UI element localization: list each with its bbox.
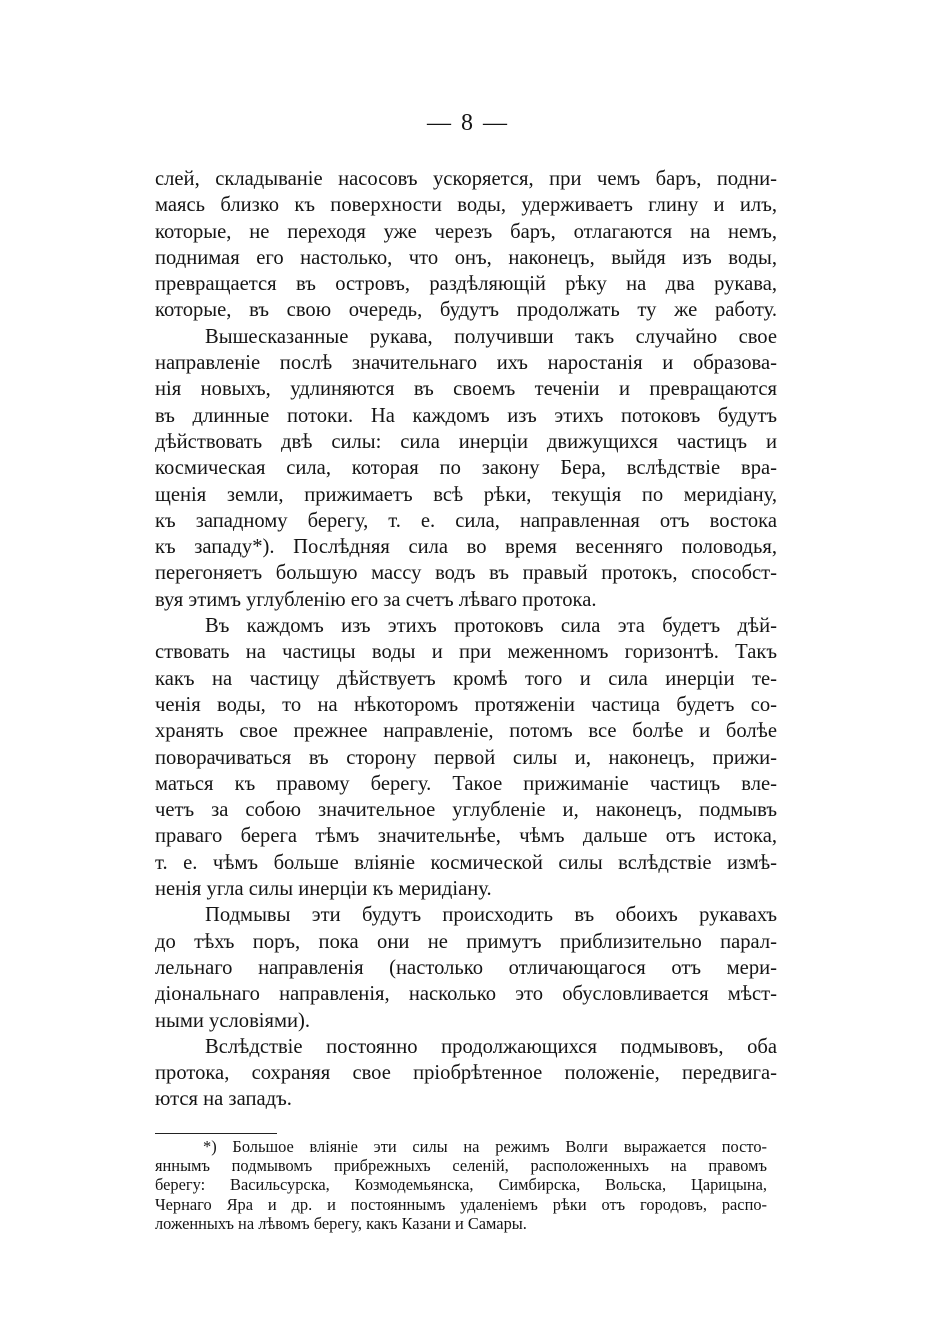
paragraph-2 — [155, 324, 777, 613]
text-line: вуя этимъ углубленію его за счетъ лѣваго протока. — [155, 588, 597, 611]
text-line: ченія воды, то на нѣкоторомъ протяженіи частица будетъ со- — [155, 693, 777, 716]
text-line: хранять свое прежнее направленіе, потомъ все болѣе и болѣе — [155, 720, 777, 743]
text-line: до тѣхъ поръ, пока они не примутъ приблизительно парал- — [155, 930, 777, 953]
text-line: космическая сила, которая по закону Бера, вслѣдствіе вра- — [155, 457, 777, 480]
text-line: Подмывы эти будутъ происходить въ обоихъ рукавахъ — [205, 904, 777, 927]
text-line: Вслѣдствіе постоянно продолжающихся подмывовъ, оба — [205, 1035, 777, 1058]
paragraph-3 — [155, 613, 777, 902]
text-line: ствовать на частицы воды и при меженномъ горизонтѣ. Такъ — [155, 641, 777, 664]
footnote-line: Чернаго Яра и др. и постояннымъ удаленіемъ рѣки отъ городовъ, распо- — [155, 1194, 767, 1214]
text-line: лельнаго направленія (настолько отличающагося отъ мери- — [155, 956, 777, 979]
text-line: перегоняетъ большую массу водъ въ правый протокъ, способст- — [155, 562, 777, 585]
footnote-line: яннымъ подмывомъ прибрежныхъ селеній, расположенныхъ на правомъ — [155, 1156, 767, 1176]
footnote-line: берегу: Васильсурска, Козмодемьянска, Симбирска, Вольска, Царицына, — [155, 1175, 767, 1195]
text-line: которые, въ свою очередь, будутъ продолжать ту же работу. — [155, 299, 777, 322]
footnote — [155, 1137, 767, 1233]
page-number: — 8 — — [427, 110, 509, 136]
text-line: ными условіями). — [155, 1009, 311, 1032]
paragraph-5 — [155, 1034, 777, 1113]
text-line: слей, складываніе насосовъ ускоряется, при чемъ баръ, подни- — [155, 168, 777, 190]
footnote-divider — [155, 1133, 277, 1134]
text-line: какъ на частицу дѣйствуетъ кромѣ того и сила инерціи те- — [155, 667, 777, 690]
text-line: протока, сохраняя свое пріобрѣтенное положеніе, передвига- — [155, 1062, 777, 1085]
text-line: въ длинные потоки. На каждомъ изъ этихъ потоковъ будутъ — [155, 404, 777, 427]
paragraph-4 — [155, 902, 777, 1033]
text-line: нія новыхъ, удлиняются въ своемъ теченіи и превращаются — [155, 378, 777, 401]
text-line: ются на западъ. — [155, 1088, 292, 1111]
text-line: четъ за собою значительное углубленіе и, наконецъ, подмывъ — [155, 799, 777, 822]
footnote-line: ложенныхъ на лѣвомъ берегу, какъ Казани и Самары. — [155, 1213, 527, 1233]
text-line: поворачиваться въ сторону первой силы и, наконецъ, прижи- — [155, 746, 777, 769]
text-line: Вышесказанные рукава, получивши такъ случайно свое — [205, 325, 777, 348]
text-line: къ западу*). Послѣдняя сила во время весенняго половодья, — [155, 536, 777, 559]
main-text — [155, 166, 777, 1113]
text-line: маться къ правому берегу. Такое прижиманіе частицъ вле- — [155, 772, 777, 795]
text-line: т. е. чѣмъ больше вліяніе космической силы вслѣдствіе измѣ- — [155, 851, 777, 874]
text-line: діональнаго направленія, насколько это обусловливается мѣст- — [155, 983, 777, 1006]
text-line: поднимая его настолько, что онъ, наконецъ, выйдя изъ воды, — [155, 246, 777, 269]
text-line: направленіе послѣ значительнаго ихъ наростанія и образова- — [155, 352, 777, 375]
text-line: маясь близко къ поверхности воды, удерживаетъ глину и илъ, — [155, 194, 777, 217]
paragraph-1 — [155, 166, 777, 324]
text-line: превращается въ островъ, раздѣляющій рѣку на два рукава, — [155, 273, 777, 296]
text-line: къ западному берегу, т. е. сила, направленная отъ востока — [155, 509, 777, 532]
footnote-line: *) Большое вліяніе эти силы на режимъ Волги выражается посто- — [203, 1137, 767, 1156]
text-line: щенія земли, прижимаетъ всѣ рѣки, текущія по меридіану, — [155, 483, 777, 506]
text-line: дѣйствовать двѣ силы: сила инерціи движущихся частицъ и — [155, 430, 777, 453]
text-line: Въ каждомъ изъ этихъ протоковъ сила эта будетъ дѣй- — [205, 615, 777, 638]
text-line: которые, не переходя уже черезъ баръ, отлагаются на немъ, — [155, 220, 777, 243]
text-line: ненія угла силы инерціи къ меридіану. — [155, 878, 492, 901]
text-line: праваго берега тѣмъ значительнѣе, чѣмъ дальше отъ истока, — [155, 825, 777, 848]
